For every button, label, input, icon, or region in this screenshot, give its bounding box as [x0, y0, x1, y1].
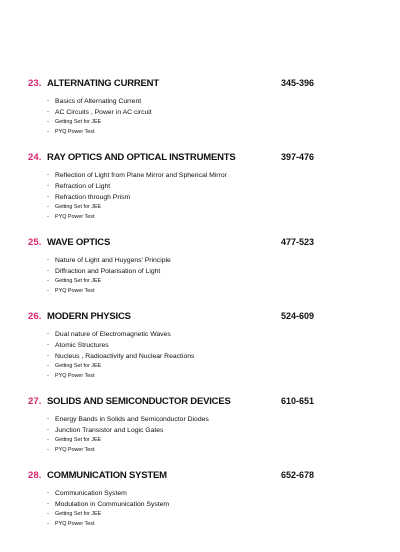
- chapter-page-range: 652-678: [281, 470, 315, 480]
- extra-item: - Getting Set for JEE: [47, 203, 328, 213]
- chapter-heading: [28, 470, 328, 484]
- chapter-entry: [28, 78, 328, 137]
- topic-item: - Energy Bands in Solids and Semiconductor Diodes: [47, 414, 328, 425]
- chapter-entry: [28, 470, 328, 529]
- extra-item: - PYQ Power Test: [47, 372, 328, 382]
- chapter-heading: [28, 396, 328, 410]
- chapter-title: RAY OPTICS AND OPTICAL INSTRUMENTS: [47, 152, 236, 163]
- chapter-title: SOLIDS AND SEMICONDUCTOR DEVICES: [47, 396, 231, 407]
- chapter-number: 25.: [28, 237, 42, 248]
- topic-item: - Refraction through Prism: [47, 192, 328, 203]
- extra-item: - Getting Set for JEE: [47, 510, 328, 520]
- extra-item: - PYQ Power Test: [47, 446, 328, 456]
- topic-item: - Modulation in Communication System: [47, 499, 328, 510]
- topic-list: [28, 488, 328, 529]
- chapter-page-range: 477-523: [281, 237, 315, 247]
- chapter-entry: [28, 396, 328, 455]
- chapter-heading: [28, 78, 328, 92]
- chapter-entry: [28, 237, 328, 296]
- topic-list: [28, 170, 328, 222]
- chapter-page-range: 397-476: [281, 152, 315, 162]
- chapter-number: 24.: [28, 152, 42, 163]
- chapter-page-range: 524-609: [281, 311, 315, 321]
- chapter-entry: [28, 152, 328, 222]
- topic-list: [28, 96, 328, 137]
- chapter-heading: [28, 311, 328, 325]
- chapter-number: 23.: [28, 78, 42, 89]
- topic-item: - Dual nature of Electromagnetic Waves: [47, 329, 328, 340]
- topic-item: - Diffraction and Polarisation of Light: [47, 266, 328, 277]
- chapter-heading: [28, 237, 328, 251]
- topic-item: - Communication System: [47, 488, 328, 499]
- extra-item: - PYQ Power Test: [47, 128, 328, 138]
- topic-item: - Basics of Alternating Current: [47, 96, 328, 107]
- topic-item: - Refraction of Light: [47, 181, 328, 192]
- chapter-heading: [28, 152, 328, 166]
- chapter-number: 26.: [28, 311, 42, 322]
- chapter-title: MODERN PHYSICS: [47, 311, 131, 322]
- chapter-title: ALTERNATING CURRENT: [47, 78, 159, 89]
- topic-list: [28, 414, 328, 455]
- chapter-number: 28.: [28, 470, 42, 481]
- topic-item: - Reflection of Light from Plane Mirror and Spherical Mirror: [47, 170, 328, 181]
- extra-item: - Getting Set for JEE: [47, 277, 328, 287]
- extra-item: - PYQ Power Test: [47, 287, 328, 297]
- topic-item: - Junction Transistor and Logic Gates: [47, 425, 328, 436]
- chapter-entry: [28, 311, 328, 381]
- chapter-title: WAVE OPTICS: [47, 237, 111, 248]
- topic-item: - AC Circuits , Power in AC circuit: [47, 107, 328, 118]
- topic-item: - Nature of Light and Huygens' Principle: [47, 255, 328, 266]
- extra-item: - Getting Set for JEE: [47, 436, 328, 446]
- topic-list: [28, 255, 328, 296]
- extra-item: - Getting Set for JEE: [47, 118, 328, 128]
- extra-item: - Getting Set for JEE: [47, 362, 328, 372]
- topic-item: - Nucleus , Radioactivity and Nuclear Reactions: [47, 351, 328, 362]
- topic-item: - Atomic Structures: [47, 340, 328, 351]
- chapter-title: COMMUNICATION SYSTEM: [47, 470, 167, 481]
- chapter-page-range: 610-651: [281, 396, 315, 406]
- extra-item: - PYQ Power Test: [47, 213, 328, 223]
- table-of-contents: [28, 78, 328, 544]
- chapter-number: 27.: [28, 396, 42, 407]
- extra-item: - PYQ Power Test: [47, 520, 328, 530]
- chapter-page-range: 345-396: [281, 78, 315, 88]
- topic-list: [28, 329, 328, 381]
